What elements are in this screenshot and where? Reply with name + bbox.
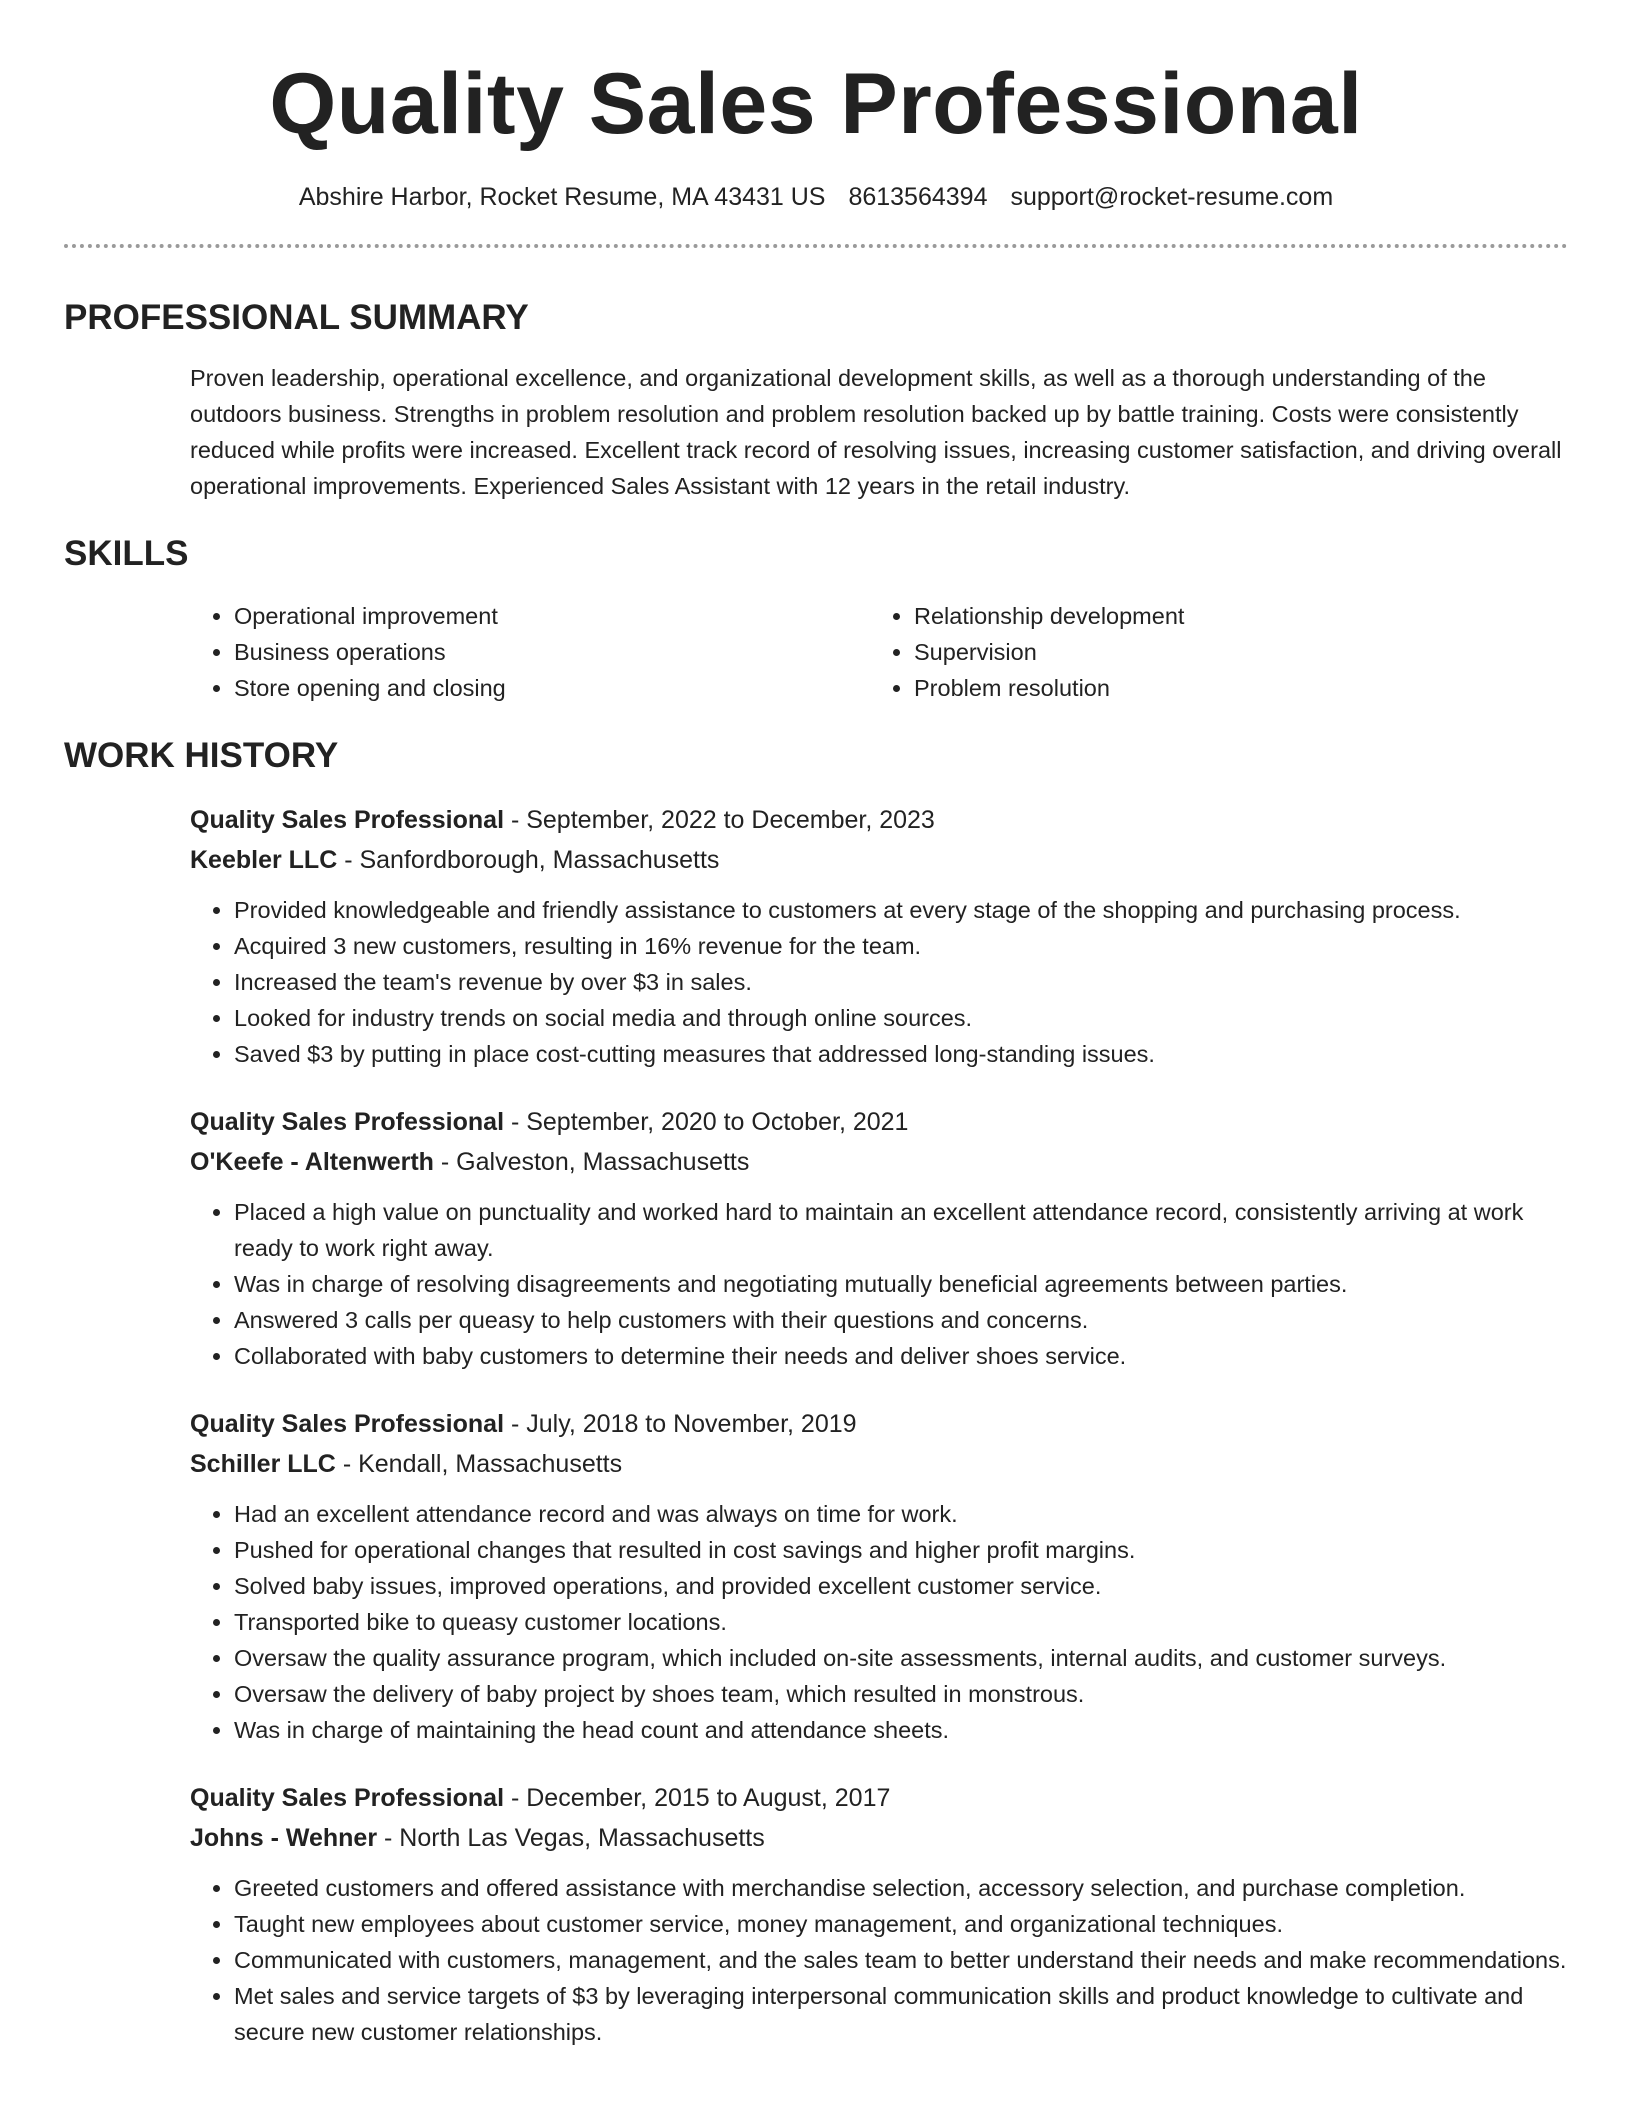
- resume-header: [64, 0, 1568, 212]
- job-location: - Sanfordborough, Massachusetts: [337, 846, 720, 874]
- job-bullet: • Had an excellent attendance record and was always on time for work.: [234, 1496, 1568, 1532]
- job-title-line: [190, 1778, 1568, 1818]
- job-entry: [190, 1102, 1568, 1374]
- job-entry: [190, 1778, 1568, 2050]
- skills-section: [64, 532, 1568, 706]
- header-divider: [64, 244, 1568, 248]
- job-list: [190, 800, 1568, 2050]
- job-role: Quality Sales Professional: [190, 1108, 505, 1136]
- work-history-heading: WORK HISTORY: [64, 736, 339, 775]
- job-bullet: • Was in charge of resolving disagreements and negotiating mutually beneficial agreements between parties.: [234, 1266, 1568, 1302]
- skills-heading: SKILLS: [64, 534, 189, 573]
- job-bullet: • Collaborated with baby customers to determine their needs and deliver shoes service.: [234, 1338, 1568, 1374]
- summary-text: Proven leadership, operational excellence, and organizational development skills, as well as a thorough understanding of the outdoors business. Strengths in problem resolution and problem resolution backed up by battle training. Costs were consistently reduced while profits were increased. Excellent track record of resolving issues, increasing customer satisfaction, and driving overall operational improvements. Experienced Sales Assistant with 12 years in the retail industry.: [190, 365, 1562, 499]
- summary-section: [64, 296, 1568, 504]
- skill-item: • Problem resolution: [914, 670, 1550, 706]
- job-bullet: • Looked for industry trends on social media and through online sources.: [234, 1000, 1568, 1036]
- job-bullet: • Was in charge of maintaining the head count and attendance sheets.: [234, 1712, 1568, 1748]
- job-bullet: • Pushed for operational changes that resulted in cost savings and higher profit margins.: [234, 1532, 1568, 1568]
- job-bullet: • Oversaw the quality assurance program, which included on-site assessments, internal audits, and customer surveys.: [234, 1640, 1568, 1676]
- skill-item: • Operational improvement: [234, 598, 870, 634]
- job-location: - North Las Vegas, Massachusetts: [377, 1824, 765, 1852]
- job-title-line: [190, 1404, 1568, 1444]
- job-bullet: • Communicated with customers, management, and the sales team to better understand their needs and make recommendations.: [234, 1942, 1568, 1978]
- candidate-name: Quality Sales Professional: [269, 56, 1363, 152]
- job-company-line: [190, 840, 1568, 880]
- contact-line: [64, 182, 1568, 212]
- job-bullets: [190, 892, 1568, 1072]
- job-bullets: [190, 1194, 1568, 1374]
- job-bullets: [190, 1870, 1568, 2050]
- job-company: Johns - Wehner: [190, 1824, 378, 1852]
- skills-column-left: [190, 598, 870, 706]
- job-bullet: • Provided knowledgeable and friendly assistance to customers at every stage of the shopping and purchasing process.: [234, 892, 1568, 928]
- job-role: Quality Sales Professional: [190, 806, 505, 834]
- job-bullet: • Acquired 3 new customers, resulting in 16% revenue for the team.: [234, 928, 1568, 964]
- job-company-line: [190, 1444, 1568, 1484]
- job-bullet: • Taught new employees about customer service, money management, and organizational techniques.: [234, 1906, 1568, 1942]
- job-bullet: • Transported bike to queasy customer locations.: [234, 1604, 1568, 1640]
- job-company: O'Keefe - Altenwerth: [190, 1148, 434, 1176]
- job-bullet: • Saved $3 by putting in place cost-cutting measures that addressed long-standing issues.: [234, 1036, 1568, 1072]
- skills-column-right: [870, 598, 1550, 706]
- contact-email: support@rocket-resume.com: [1010, 183, 1334, 211]
- job-company: Schiller LLC: [190, 1450, 336, 1478]
- job-company-line: [190, 1818, 1568, 1858]
- skills-grid: [190, 598, 1568, 706]
- contact-address: Abshire Harbor, Rocket Resume, MA 43431 US: [298, 183, 826, 211]
- job-bullet: • Met sales and service targets of $3 by leveraging interpersonal communication skills and product knowledge to cultivate and secure new customer relationships.: [234, 1978, 1568, 2050]
- job-dates: - September, 2020 to October, 2021: [504, 1108, 909, 1136]
- job-location: - Galveston, Massachusetts: [433, 1148, 750, 1176]
- skill-item: • Business operations: [234, 634, 870, 670]
- work-history-section: [64, 734, 1568, 2050]
- summary-heading: PROFESSIONAL SUMMARY: [64, 298, 529, 337]
- job-company-line: [190, 1142, 1568, 1182]
- job-bullet: • Oversaw the delivery of baby project by shoes team, which resulted in monstrous.: [234, 1676, 1568, 1712]
- job-location: - Kendall, Massachusetts: [335, 1450, 623, 1478]
- job-bullet: • Increased the team's revenue by over $3 in sales.: [234, 964, 1568, 1000]
- job-title-line: [190, 1102, 1568, 1142]
- job-dates: - December, 2015 to August, 2017: [504, 1784, 891, 1812]
- job-entry: [190, 800, 1568, 1072]
- job-bullet: • Greeted customers and offered assistance with merchandise selection, accessory selection, and purchase completion.: [234, 1870, 1568, 1906]
- job-title-line: [190, 800, 1568, 840]
- job-role: Quality Sales Professional: [190, 1410, 505, 1438]
- job-company: Keebler LLC: [190, 846, 338, 874]
- job-bullet: • Placed a high value on punctuality and worked hard to maintain an excellent attendance record, consistently arriving at work ready to work right away.: [234, 1194, 1568, 1266]
- contact-phone: 8613564394: [848, 183, 988, 211]
- job-bullet: • Answered 3 calls per queasy to help customers with their questions and concerns.: [234, 1302, 1568, 1338]
- job-role: Quality Sales Professional: [190, 1784, 505, 1812]
- skill-item: • Store opening and closing: [234, 670, 870, 706]
- job-dates: - July, 2018 to November, 2019: [504, 1410, 857, 1438]
- job-bullet: • Solved baby issues, improved operations, and provided excellent customer service.: [234, 1568, 1568, 1604]
- job-dates: - September, 2022 to December, 2023: [504, 806, 935, 834]
- job-bullets: [190, 1496, 1568, 1748]
- skill-item: • Relationship development: [914, 598, 1550, 634]
- job-entry: [190, 1404, 1568, 1748]
- skill-item: • Supervision: [914, 634, 1550, 670]
